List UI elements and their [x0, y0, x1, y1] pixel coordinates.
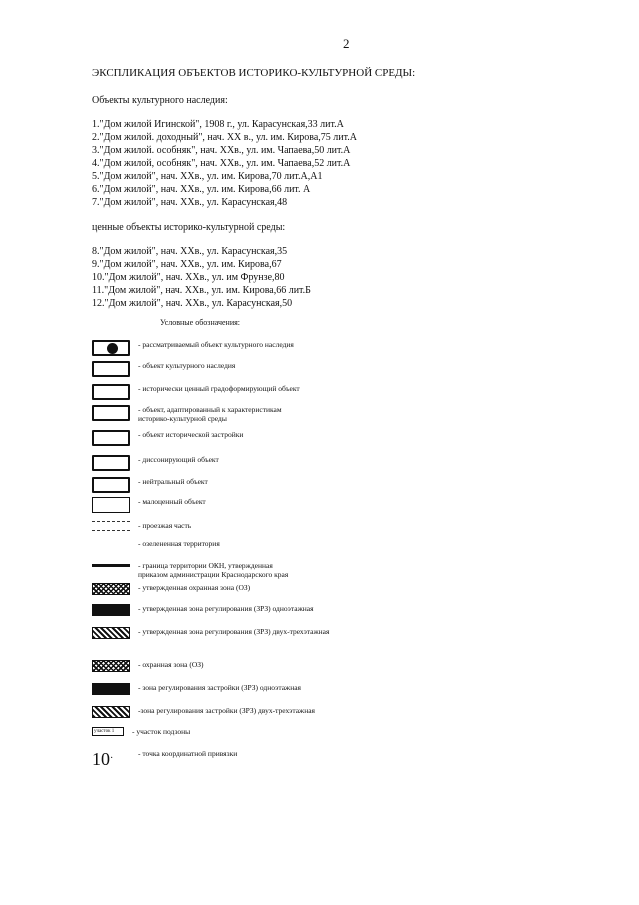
coordinate-point-symbol	[92, 749, 130, 769]
page-title: ЭКСПЛИКАЦИЯ ОБЪЕКТОВ ИСТОРИКО-КУЛЬТУРНОЙ СРЕДЫ:	[92, 67, 416, 79]
list-item: 5."Дом жилой", нач. XXв., ул. им. Кирова,70 лит.А,А1	[92, 171, 323, 182]
legend-item	[92, 583, 250, 595]
legend-label: - малоценный объект	[138, 497, 206, 506]
list-item: 6."Дом жилой", нач. XXв., ул. им. Кирова,66 лит. А	[92, 184, 311, 195]
legend-label: - диссонирующий объект	[138, 455, 219, 464]
page-number: 2	[343, 36, 350, 51]
legend-item	[92, 539, 220, 555]
legend-label	[138, 561, 288, 579]
legend-item	[92, 561, 288, 579]
legend-item	[92, 405, 282, 423]
legend-item	[92, 749, 237, 769]
list-item: 12."Дом жилой", нач. XXв., ул. Карасунская,50	[92, 298, 293, 309]
legend-label: - проезжая часть	[138, 521, 192, 530]
valuable-list	[92, 245, 311, 310]
zrz-multi-symbol	[92, 706, 130, 718]
adapted-object-symbol	[92, 405, 130, 421]
legend-label: - объект исторической застройки	[138, 430, 244, 439]
legend-label: - участок подзоны	[132, 727, 191, 736]
boundary-line-symbol	[92, 561, 130, 577]
low-value-object-symbol	[92, 497, 130, 513]
approved-zrz-multi-symbol	[92, 627, 130, 639]
legend-item	[92, 361, 235, 377]
legend-label	[138, 405, 282, 423]
historic-building-symbol	[92, 430, 130, 446]
roadway-symbol	[92, 521, 130, 531]
legend-label: - рассматриваемый объект культурного наследия	[138, 340, 294, 349]
legend-label: - зона регулирования застройки (ЗРЗ) одноэтажная	[138, 683, 301, 692]
legend-label: - точка координатной привязки	[138, 749, 238, 758]
approved-zrz-single-symbol	[92, 604, 130, 616]
legend-label: - утвержденная зона регулирования (ЗРЗ) одноэтажная	[138, 604, 314, 613]
legend-label: - охранная зона (ОЗ)	[138, 660, 204, 669]
coordinate-point-number: 10	[92, 749, 110, 769]
legend-item	[92, 627, 329, 639]
protection-zone-symbol	[92, 660, 130, 672]
legend-item	[92, 384, 300, 400]
focus-object-symbol	[92, 340, 130, 356]
list-item: 4."Дом жилой, особняк", нач. XXв., ул. им. Чапаева,52 лит.А	[92, 158, 351, 169]
legend-label: -зона регулирования застройки (ЗРЗ) двух-трехэтажная	[138, 706, 316, 715]
legend-label-line1: - объект, адаптированный к характеристикам	[138, 405, 282, 414]
legend-item	[92, 340, 294, 356]
heritage-heading: Объекты культурного наследия:	[92, 95, 228, 106]
list-item: 10."Дом жилой", нач. XXв., ул. им Фрунзе,80	[92, 272, 285, 283]
subzone-symbol: участок 1	[92, 727, 124, 736]
legend-label: - озелененная территория	[138, 539, 220, 548]
legend-item	[92, 497, 206, 513]
legend-item	[92, 455, 219, 471]
legend-item	[92, 430, 243, 446]
dot-icon	[107, 343, 118, 354]
boundary-line	[92, 564, 130, 567]
approved-protection-zone-symbol	[92, 583, 130, 595]
list-item: 1."Дом жилой Игинской", 1908 г., ул. Карасунская,33 лит.А	[92, 119, 344, 130]
legend-label: - утвержденная охранная зона (ОЗ)	[138, 583, 251, 592]
list-item: 11."Дом жилой", нач. XXв., ул. им. Кирова,66 лит.Б	[92, 285, 311, 296]
list-item: 9."Дом жилой", нач. XXв., ул. им. Кирова,67	[92, 259, 282, 270]
green-area-symbol	[92, 539, 130, 555]
list-item: 2."Дом жилой. доходный", нач. XX в., ул. им. Кирова,75 лит.А	[92, 132, 357, 143]
zrz-single-symbol	[92, 683, 130, 695]
legend-label: - объект культурного наследия	[138, 361, 236, 370]
legend-item	[92, 706, 315, 718]
point-marker-icon: ·	[110, 753, 114, 764]
list-item: 3."Дом жилой. особняк", нач. XXв., ул. им. Чапаева,50 лит.А	[92, 145, 351, 156]
legend-item	[92, 604, 314, 616]
legend-item	[92, 727, 190, 736]
dissonant-object-symbol	[92, 455, 130, 471]
legend-label-line2: историко-культурной среды	[138, 414, 227, 423]
legend-item	[92, 518, 191, 531]
legend-label: - исторически ценный градоформирующий объект	[138, 384, 300, 393]
heritage-list	[92, 118, 357, 209]
neutral-object-symbol	[92, 477, 130, 493]
legend-title: Условные обозначения:	[160, 318, 241, 327]
legend-item	[92, 477, 208, 493]
valuable-object-symbol	[92, 384, 130, 400]
legend-label: - нейтральный объект	[138, 477, 208, 486]
list-item: 7."Дом жилой", нач. XXв., ул. Карасунская,48	[92, 197, 288, 208]
legend-label: - утвержденная зона регулирования (ЗРЗ) двух-трехэтажная	[138, 627, 330, 636]
list-item: 8."Дом жилой", нач. XXв., ул. Карасунская,35	[92, 246, 288, 257]
heritage-object-symbol	[92, 361, 130, 377]
legend-label-line2: приказом администрации Краснодарского края	[138, 570, 289, 579]
legend-item	[92, 660, 204, 672]
valuable-heading: ценные объекты историко-культурной среды:	[92, 222, 286, 233]
legend-label-line1: - граница территории ОКН, утвержденная	[138, 561, 273, 570]
legend-item	[92, 683, 301, 695]
